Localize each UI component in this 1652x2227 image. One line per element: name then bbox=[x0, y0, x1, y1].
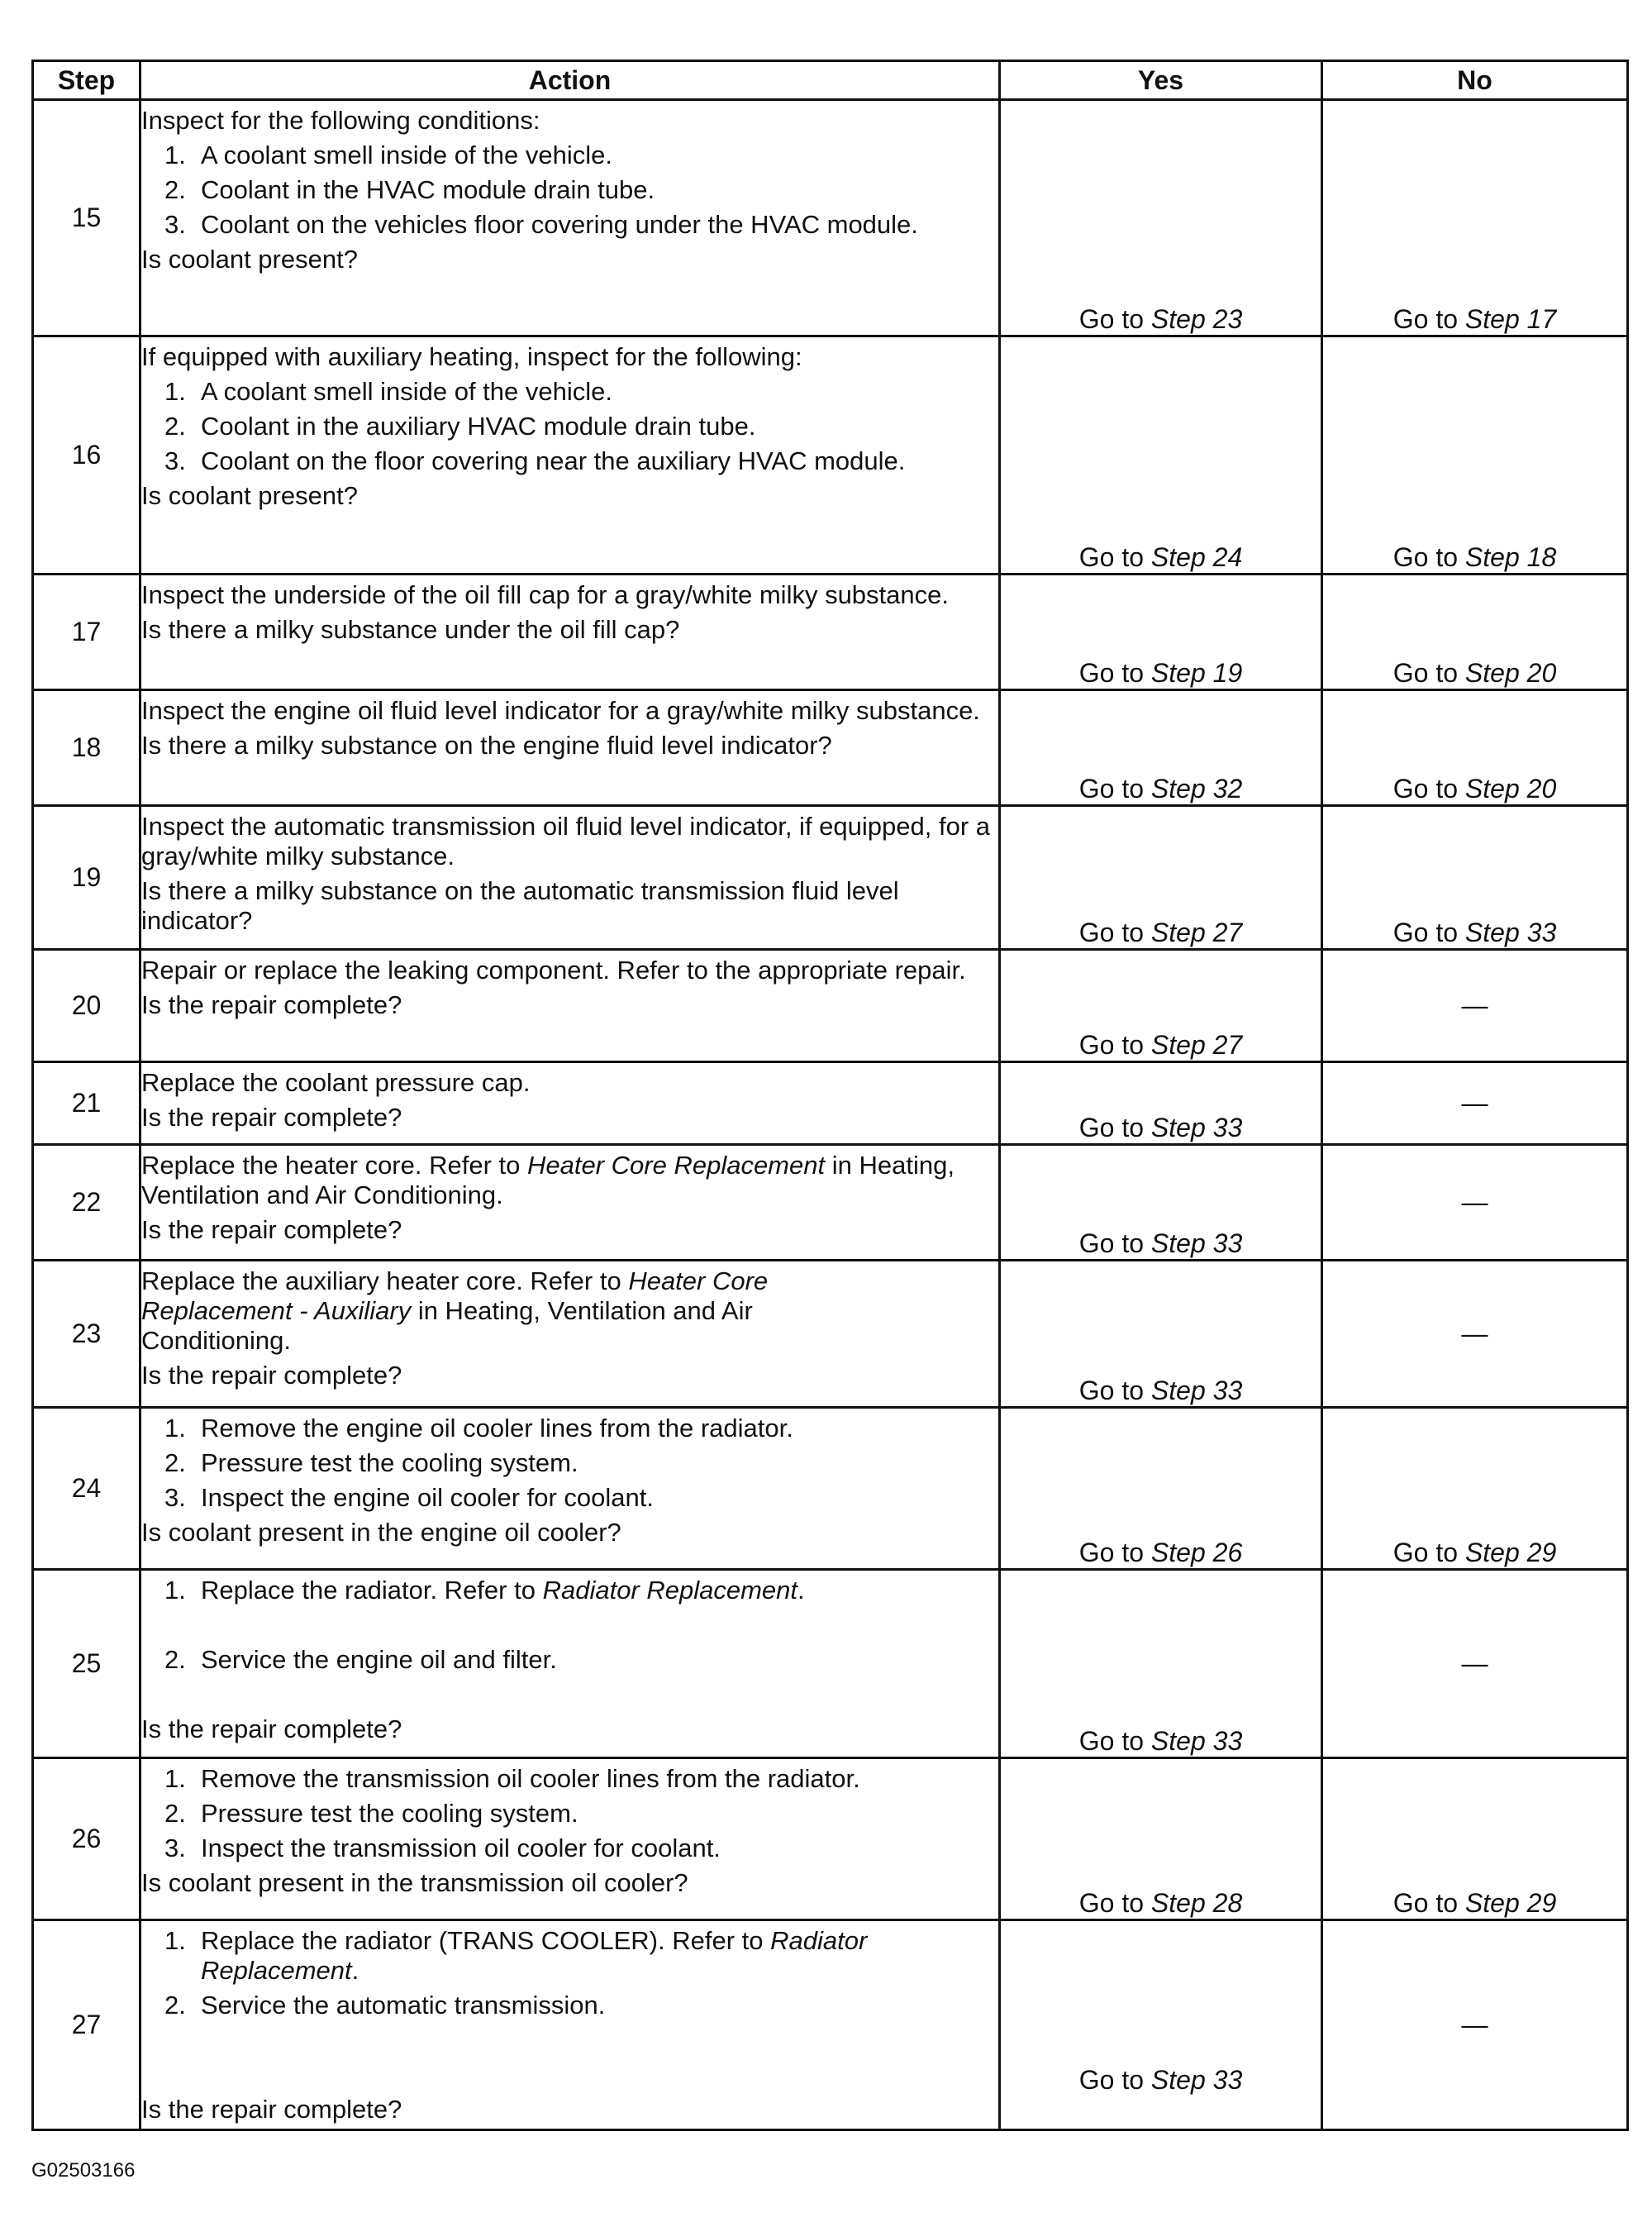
action-question: Is the repair complete? bbox=[141, 1361, 402, 1390]
step-number: 24 bbox=[33, 1408, 140, 1570]
yes-step-link[interactable]: Step 33 bbox=[1150, 1228, 1243, 1258]
table-row bbox=[33, 1145, 1628, 1261]
step-number: 25 bbox=[33, 1570, 140, 1758]
action-cell bbox=[140, 1062, 1000, 1145]
list-item: 1. Remove the engine oil cooler lines from the radiator. bbox=[164, 1414, 793, 1443]
diagnostic-table bbox=[31, 60, 1629, 2131]
action-question: Is the repair complete? bbox=[141, 1103, 402, 1132]
list-item: 3. Inspect the engine oil cooler for coolant. bbox=[164, 1483, 655, 1512]
yes-step-link[interactable]: Step 32 bbox=[1150, 774, 1243, 804]
action-intro: Replace the coolant pressure cap. bbox=[141, 1068, 531, 1097]
yes-cell: Go to Step 32 bbox=[1000, 690, 1322, 806]
yes-cell: Go to Step 19 bbox=[1000, 575, 1322, 690]
reference-link[interactable]: Radiator Replacement bbox=[201, 1926, 868, 1985]
no-cell: — bbox=[1322, 1261, 1628, 1408]
yes-step-link[interactable]: Step 19 bbox=[1150, 658, 1243, 688]
action-question: Is coolant present? bbox=[141, 245, 358, 274]
no-cell: — bbox=[1322, 950, 1628, 1062]
yes-cell: Go to Step 33 bbox=[1000, 1920, 1322, 2130]
list-item: 1. A coolant smell inside of the vehicle. bbox=[164, 141, 612, 169]
yes-cell: Go to Step 24 bbox=[1000, 336, 1322, 575]
step-number: 26 bbox=[33, 1758, 140, 1920]
action-cell bbox=[140, 1408, 1000, 1570]
table-row bbox=[33, 1920, 1628, 2130]
action-question: Is the repair complete? bbox=[141, 1714, 402, 1743]
action-intro: If equipped with auxiliary heating, inspect for the following: bbox=[141, 342, 802, 371]
list-item: 2. Service the engine oil and filter. bbox=[164, 1645, 557, 1674]
no-cell: Go to Step 33 bbox=[1322, 806, 1628, 950]
table-row bbox=[33, 100, 1628, 336]
list-item: 3. Inspect the transmission oil cooler for coolant. bbox=[164, 1834, 721, 1862]
step-number: 18 bbox=[33, 690, 140, 806]
table-row bbox=[33, 1570, 1628, 1758]
header-no: No bbox=[1322, 61, 1628, 100]
no-cell: — bbox=[1322, 1062, 1628, 1145]
action-question: Is there a milky substance on the automatic transmission fluid level indicator? bbox=[141, 876, 899, 935]
header-yes: Yes bbox=[1000, 61, 1322, 100]
no-cell: Go to Step 29 bbox=[1322, 1758, 1628, 1920]
table-row bbox=[33, 690, 1628, 806]
yes-cell: Go to Step 33 bbox=[1000, 1145, 1322, 1261]
no-cell: Go to Step 18 bbox=[1322, 336, 1628, 575]
table-row bbox=[33, 806, 1628, 950]
action-cell bbox=[140, 690, 1000, 806]
action-cell bbox=[140, 1570, 1000, 1758]
yes-cell: Go to Step 33 bbox=[1000, 1261, 1322, 1408]
step-number: 15 bbox=[33, 100, 140, 336]
yes-cell: Go to Step 27 bbox=[1000, 950, 1322, 1062]
table-row bbox=[33, 1062, 1628, 1145]
yes-cell: Go to Step 23 bbox=[1000, 100, 1322, 336]
list-item: 1. A coolant smell inside of the vehicle. bbox=[164, 377, 612, 406]
no-step-link[interactable]: Step 29 bbox=[1464, 1888, 1557, 1918]
no-cell: Go to Step 29 bbox=[1322, 1408, 1628, 1570]
yes-step-link[interactable]: Step 23 bbox=[1150, 304, 1243, 334]
table-row bbox=[33, 1261, 1628, 1408]
no-step-link[interactable]: Step 20 bbox=[1464, 658, 1557, 688]
action-question: Is there a milky substance under the oil fill cap? bbox=[141, 615, 680, 644]
yes-step-link[interactable]: Step 33 bbox=[1150, 1113, 1243, 1142]
no-step-link[interactable]: Step 17 bbox=[1464, 304, 1557, 334]
action-intro: Inspect for the following conditions: bbox=[141, 106, 540, 135]
list-item: 2. Service the automatic transmission. bbox=[164, 1991, 606, 2020]
table-row bbox=[33, 336, 1628, 575]
action-question: Is coolant present in the transmission oil cooler? bbox=[141, 1868, 688, 1897]
yes-cell: Go to Step 33 bbox=[1000, 1570, 1322, 1758]
yes-cell: Go to Step 26 bbox=[1000, 1408, 1322, 1570]
action-cell bbox=[140, 950, 1000, 1062]
step-number: 21 bbox=[33, 1062, 140, 1145]
figure-code: G02503166 bbox=[31, 2159, 136, 2182]
yes-step-link[interactable]: Step 28 bbox=[1150, 1888, 1243, 1918]
no-cell: — bbox=[1322, 1570, 1628, 1758]
list-item: 1. Replace the radiator (TRANS COOLER). Refer to Radiator Replacement. bbox=[164, 1926, 868, 1985]
action-intro: Inspect the underside of the oil fill cap for a gray/white milky substance. bbox=[141, 580, 949, 609]
no-cell: Go to Step 20 bbox=[1322, 690, 1628, 806]
action-question: Is the repair complete? bbox=[141, 2095, 402, 2124]
action-cell bbox=[140, 806, 1000, 950]
action-cell bbox=[140, 1758, 1000, 1920]
action-intro: Inspect the engine oil fluid level indicator for a gray/white milky substance. bbox=[141, 696, 980, 725]
yes-step-link[interactable]: Step 26 bbox=[1150, 1538, 1243, 1567]
list-item: 1. Replace the radiator. Refer to Radiator Replacement. bbox=[164, 1576, 805, 1605]
action-intro: Inspect the automatic transmission oil fluid level indicator, if equipped, for a gray/white milky substance. bbox=[141, 812, 990, 870]
header-action: Action bbox=[140, 61, 1000, 100]
yes-step-link[interactable]: Step 24 bbox=[1150, 542, 1243, 572]
list-item: 2. Coolant in the HVAC module drain tube. bbox=[164, 175, 655, 204]
list-item: 3. Coolant on the floor covering near the auxiliary HVAC module. bbox=[164, 446, 906, 475]
action-question: Is coolant present? bbox=[141, 481, 358, 510]
action-question: Is the repair complete? bbox=[141, 1215, 402, 1244]
header-step: Step bbox=[33, 61, 140, 100]
yes-step-link[interactable]: Step 33 bbox=[1150, 2065, 1243, 2095]
step-number: 17 bbox=[33, 575, 140, 690]
yes-cell: Go to Step 28 bbox=[1000, 1758, 1322, 1920]
yes-step-link[interactable]: Step 33 bbox=[1150, 1726, 1243, 1756]
list-item: 3. Coolant on the vehicles floor covering under the HVAC module. bbox=[164, 210, 918, 239]
list-item: 1. Remove the transmission oil cooler lines from the radiator. bbox=[164, 1764, 860, 1793]
table-row bbox=[33, 575, 1628, 690]
list-item: 2. Pressure test the cooling system. bbox=[164, 1799, 578, 1828]
action-cell bbox=[140, 575, 1000, 690]
action-cell bbox=[140, 1920, 1000, 2130]
no-step-link[interactable]: Step 18 bbox=[1464, 542, 1557, 572]
table-row bbox=[33, 1408, 1628, 1570]
yes-cell: Go to Step 33 bbox=[1000, 1062, 1322, 1145]
action-intro: Replace the auxiliary heater core. Refer to Heater Core Replacement - Auxiliary in Heating, Ventilation and Air Conditioning. bbox=[141, 1266, 769, 1355]
list-item: 2. Pressure test the cooling system. bbox=[164, 1448, 578, 1477]
no-cell: Go to Step 20 bbox=[1322, 575, 1628, 690]
step-number: 27 bbox=[33, 1920, 140, 2130]
no-step-link[interactable]: Step 29 bbox=[1464, 1538, 1557, 1567]
action-cell bbox=[140, 1261, 1000, 1408]
action-question: Is the repair complete? bbox=[141, 990, 402, 1019]
table-row bbox=[33, 1758, 1628, 1920]
reference-link[interactable]: Heater Core Replacement - Auxiliary bbox=[141, 1266, 769, 1325]
action-question: Is coolant present in the engine oil cooler? bbox=[141, 1518, 621, 1547]
action-cell bbox=[140, 1145, 1000, 1261]
action-question: Is there a milky substance on the engine fluid level indicator? bbox=[141, 731, 832, 760]
table-row bbox=[33, 950, 1628, 1062]
no-cell: Go to Step 17 bbox=[1322, 100, 1628, 336]
header-row bbox=[33, 61, 1628, 100]
yes-step-link[interactable]: Step 27 bbox=[1150, 1030, 1243, 1060]
no-step-link[interactable]: Step 20 bbox=[1464, 774, 1557, 804]
action-intro: Replace the heater core. Refer to Heater Core Replacement in Heating, Ventilation and Air Conditioning. bbox=[141, 1151, 955, 1209]
step-number: 16 bbox=[33, 336, 140, 575]
action-cell bbox=[140, 100, 1000, 336]
reference-link[interactable]: Heater Core Replacement bbox=[526, 1151, 826, 1180]
step-number: 23 bbox=[33, 1261, 140, 1408]
no-cell: — bbox=[1322, 1920, 1628, 2130]
no-step-link[interactable]: Step 33 bbox=[1464, 918, 1557, 947]
no-cell: — bbox=[1322, 1145, 1628, 1261]
yes-cell: Go to Step 27 bbox=[1000, 806, 1322, 950]
action-cell bbox=[140, 336, 1000, 575]
step-number: 20 bbox=[33, 950, 140, 1062]
yes-step-link[interactable]: Step 33 bbox=[1150, 1376, 1243, 1405]
list-item: 2. Coolant in the auxiliary HVAC module drain tube. bbox=[164, 412, 756, 441]
yes-step-link[interactable]: Step 27 bbox=[1150, 918, 1243, 947]
step-number: 22 bbox=[33, 1145, 140, 1261]
step-number: 19 bbox=[33, 806, 140, 950]
action-intro: Repair or replace the leaking component. Refer to the appropriate repair. bbox=[141, 956, 966, 985]
reference-link[interactable]: Radiator Replacement bbox=[542, 1576, 798, 1605]
